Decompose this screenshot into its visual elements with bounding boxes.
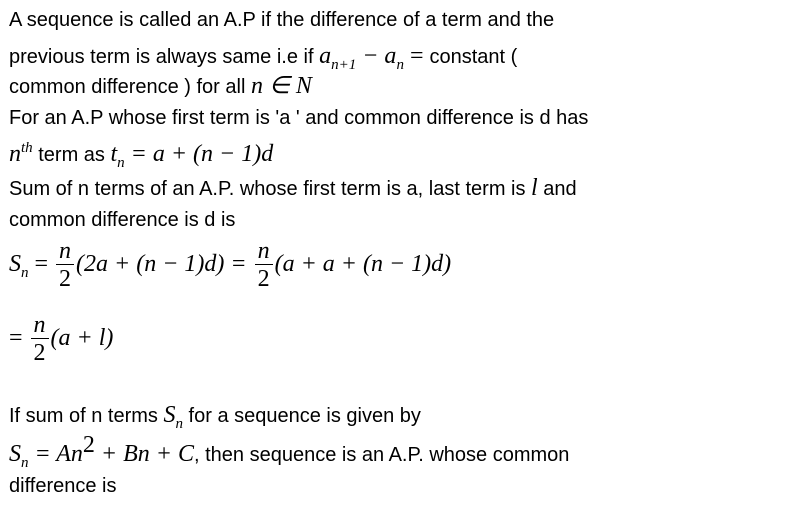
text-line: difference is [9, 475, 117, 497]
formula-sum: $S_n$ = $\frac{n}{2}$ (2a + (n − 1)d) = $\frac{n}{2}$ (a + a + (n − 1)d) [9, 238, 452, 292]
text: previous term is always same i.e if [9, 46, 320, 68]
text-line: For an A.P whose first term is 'a ' and common difference is d has [9, 107, 589, 129]
text-line: common difference ) for all n ∈ N [9, 73, 312, 99]
text: constant ( [429, 46, 518, 68]
text-line: Sum of n terms of an A.P. whose first term is a, last term is l and [9, 175, 577, 201]
text-line [9, 43, 518, 73]
text-line: $n^{th}$ term as $t_n = a + (n - 1)d$ [9, 140, 274, 171]
math: $a_{n+1} - a_n$ = [319, 43, 430, 73]
formula-sum-2: = $\frac{n}{2}$ (a + l) [9, 312, 114, 366]
text-line: A sequence is called an A.P if the difference of a term and the [9, 9, 555, 31]
math: n ∈ N [250, 73, 312, 99]
text-line: common difference is d is [9, 209, 236, 231]
text-line: $S_n = An^2 + Bn + C$, then sequence is an A.P. whose common [9, 432, 570, 471]
text-line: If sum of n terms $S_n$ for a sequence is given by [9, 402, 421, 432]
